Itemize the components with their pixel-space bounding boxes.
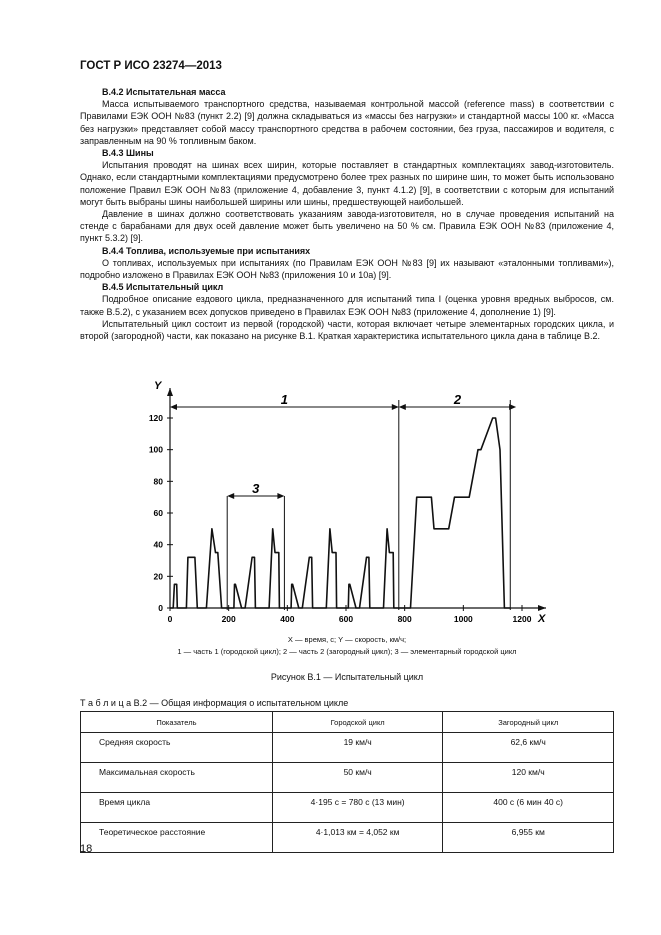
bracket-arrow-start-3 — [227, 493, 234, 499]
bracket-label-2: 2 — [453, 392, 462, 407]
y-tick-label: 60 — [153, 508, 163, 518]
table-row — [81, 763, 614, 793]
paragraph: Подробное описание ездового цикла, предназначенного для испытаний типа I (оценка уровня вредных выбросов, см. также В.5.2), с указанием всех допусков приведено в Правилах ЕЭК ООН №83 (приложение 4, дополнение 1) [9]. — [80, 294, 614, 317]
table-cell: Время цикла — [81, 793, 273, 823]
bracket-arrow-start-1 — [170, 404, 177, 410]
bracket-arrow-end-3 — [277, 493, 284, 499]
x-tick-label: 1000 — [453, 614, 473, 624]
page-number: 18 — [80, 843, 93, 855]
table-caption: Т а б л и ц а В.2 — Общая информация о испытательном цикле — [80, 698, 349, 708]
speed-trace — [170, 418, 510, 608]
table-header-row — [81, 712, 614, 733]
y-tick-label: 40 — [153, 539, 163, 550]
figure-legend-1: X — время, с; Y — скорость, км/ч; — [287, 635, 407, 644]
x-tick-label: 600 — [338, 614, 354, 624]
section-title: В.4.3 Шины — [102, 148, 154, 159]
table-cell: Средняя скорость — [81, 733, 273, 763]
x-tick-label: 800 — [397, 614, 412, 624]
y-tick-label: 120 — [148, 413, 163, 423]
x-tick-label: 400 — [280, 614, 295, 624]
bracket-label-1: 1 — [280, 392, 289, 407]
table-cell: 400 с (6 мин 40 с) — [443, 793, 614, 823]
paragraph: Испытательный цикл состоит из первой (городской) части, которая включает четыре элементарных городских цикла, и второй (загородной) части, как показано на рисунке В.1. Краткая характеристика испытательного цикла дана в таблице В.2. — [80, 318, 614, 342]
paragraph: Масса испытываемого транспортного средства, называемая контрольной массой (reference mass) в соответствии с Правилами ЕЭК ООН №83 (пункт 2.2) [9] должна складываться из «массы без нагрузки» и стандартной массы 100 кг. «Масса без нагрузки» представляет собой массу транспортного средства в рабочем состоянии, без груза, пассажиров и водителя, с заправленным на 90 % топливным баком. — [80, 99, 614, 146]
table-cell: 120 км/ч — [443, 763, 614, 793]
y-axis-arrow — [167, 388, 173, 396]
x-tick-label: 200 — [221, 614, 236, 624]
y-tick-label: 20 — [153, 571, 163, 582]
table-row — [81, 823, 614, 853]
table-cell: 4·1,013 км = 4,052 км — [272, 823, 443, 853]
table-cell: 19 км/ч — [272, 733, 443, 763]
document-header: ГОСТ Р ИСО 23274—2013 — [80, 60, 222, 72]
column-header: Городской цикл — [272, 712, 443, 733]
y-tick-label: 0 — [158, 603, 163, 613]
table-cell: 50 км/ч — [272, 763, 443, 793]
figure-caption: Рисунок В.1 — Испытательный цикл — [270, 672, 424, 682]
table-cell: 62,6 км/ч — [443, 733, 614, 763]
section-title: В.4.2 Испытательная масса — [102, 87, 226, 97]
bracket-arrow-start-2 — [399, 404, 406, 410]
paragraph: Давление в шинах должно соответствовать указаниям завода-изготовителя, но в случае проведения испытаний на стенде с барабанами для двух осей давление может быть увеличено на 50 % см. Правила ЕЭК ООН №83 (приложение 4, пункт 5.3.2) [9]. — [80, 209, 614, 244]
section-title: В.4.5 Испытательный цикл — [102, 282, 224, 293]
column-header: Показатель — [81, 712, 273, 733]
bracket-label-3: 3 — [252, 481, 260, 496]
table-row — [81, 733, 614, 763]
paragraph: Испытания проводят на шинах всех ширин, которые поставляет в стандартных комплектациях завод-изготовитель. Однако, если стандартными комплектациями предусмотрено более трех разных по ширине шин, то может быть использовано положение Правил ЕЭК ООН №83 (приложение 4, добавление 3, пункт 4.1.2) [9], в соответствии с которым для испытаний могут быть выбраны шины наибольшей ширины или шины, предшествующей наибольшей. — [80, 160, 614, 207]
y-tick-label: 80 — [153, 476, 163, 487]
cycle-info-table — [80, 711, 614, 853]
table-cell: Максимальная скорость — [81, 763, 273, 793]
figure-legend-2: 1 — часть 1 (городской цикл); 2 — часть 2 (загородный цикл); 3 — элементарный городской цикл — [177, 647, 517, 656]
y-axis-label: Y — [154, 380, 162, 392]
x-axis-label: X — [538, 613, 546, 625]
column-header: Загородный цикл — [443, 712, 614, 733]
x-axis-arrow — [538, 605, 546, 611]
x-tick-label: 0 — [167, 614, 173, 624]
y-tick-label: 100 — [148, 444, 163, 455]
section-title: В.4.4 Топлива, используемые при испытаниях — [102, 245, 311, 256]
bracket-arrow-end-1 — [392, 404, 399, 410]
table-cell: 6,955 км — [443, 823, 614, 853]
paragraph: О топливах, используемых при испытаниях (по Правилам ЕЭК ООН №83 [9] их называют «эталонными топливами»), подробно изложено в Правилах ЕЭК ООН №83 (приложения 10 и 10а) [9]. — [80, 257, 614, 281]
table-cell: 4·195 с = 780 с (13 мин) — [272, 793, 443, 823]
x-tick-label: 1200 — [512, 614, 532, 624]
table-row — [81, 793, 614, 823]
table-cell: Теоретическое расстояние — [81, 823, 273, 853]
